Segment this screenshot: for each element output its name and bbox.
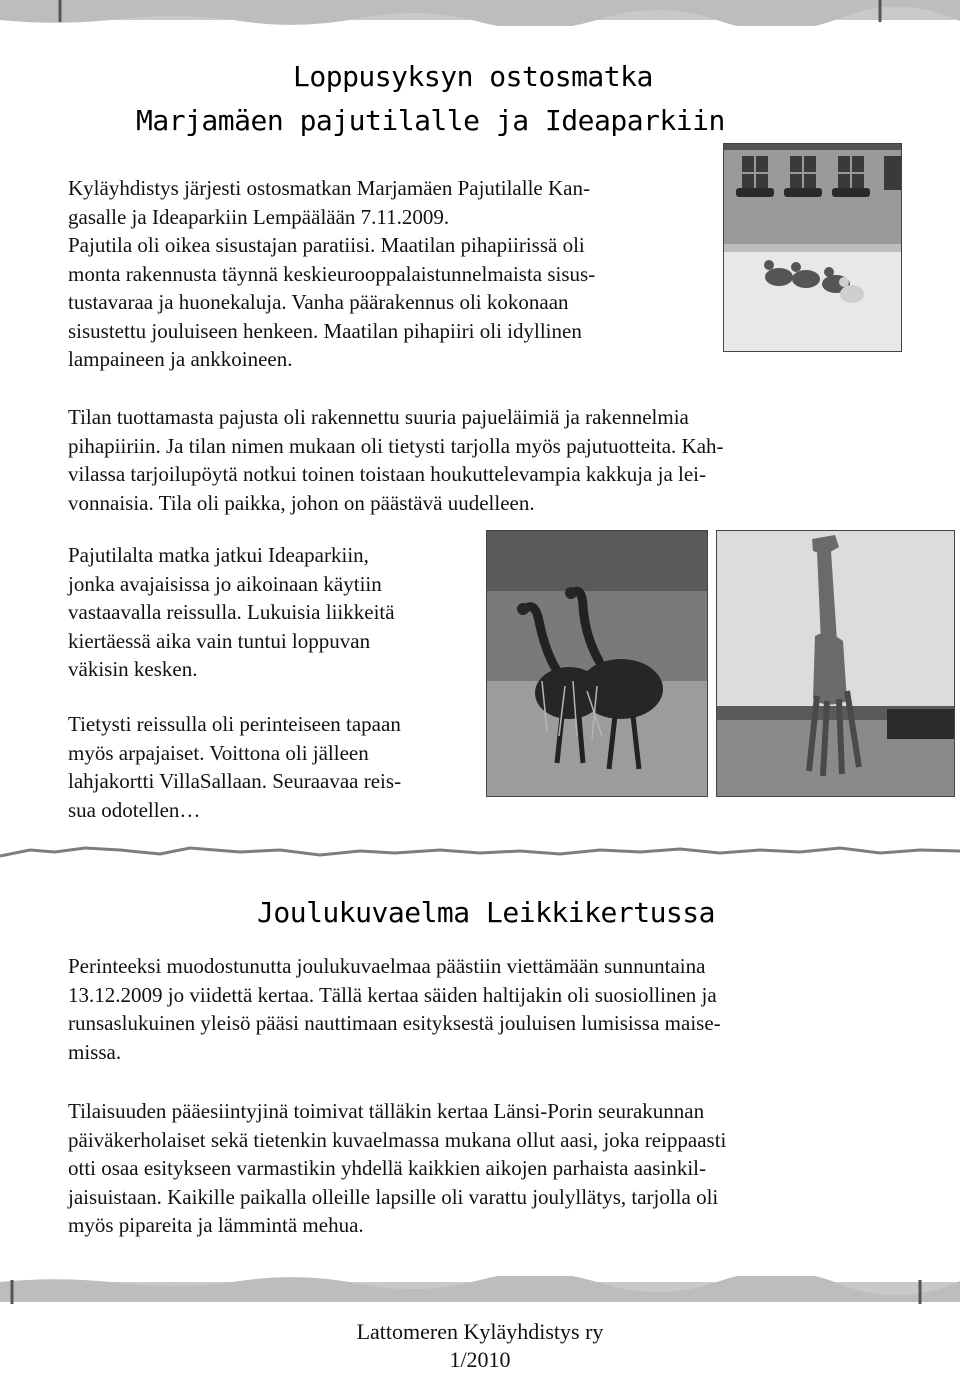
text-line: vilassa tarjoilupöytä notkui toinen toistaan houkuttelevampia kakkuja ja lei- [68, 462, 707, 486]
text-line: 13.12.2009 jo viidettä kertaa. Tällä kertaa säiden haltijakin oli suosiollinen ja [68, 982, 717, 1007]
text-line: Kyläyhdistys järjesti ostosmatkan Marjamäen Pajutilalle Kan- [68, 176, 590, 200]
text-line: Perinteeksi muodostunutta joulukuvaelmaa päästiin viettämään sunnuntaina [68, 954, 706, 978]
article1-paragraph-4 [68, 710, 401, 824]
text-line: pihapiiriin. Ja tilan nimen mukaan oli tietysti tarjolla myös pajutuotteita. Kah- [68, 433, 724, 458]
text-line: missa. [68, 1039, 122, 1064]
bottom-border [0, 1276, 960, 1306]
text-line: sua odotellen… [68, 797, 201, 822]
article1-paragraph-2 [68, 403, 724, 517]
article1-title-line1: Loppusyksyn ostosmatka [293, 60, 653, 93]
text-line: myös pipareita ja lämmintä mehua. [68, 1213, 364, 1237]
text-line: jonka avajaisissa jo aikoinaan käytiin [68, 571, 382, 596]
text-line: otti osaa esitykseen varmastikin yhdellä kaikkien aikojen parhaista aasinkil- [68, 1156, 706, 1180]
text-line: Tilaisuuden pääesiintyjinä toimivat tälläkin kertaa Länsi-Porin seurakunnan [68, 1099, 705, 1123]
text-line: Pajutila oli oikea sisustajan paratiisi. Maatilan pihapiirissä oli [68, 233, 585, 257]
text-line: jaisuistaan. Kaikille paikalla olleille lapsille oli varattu joulyllätys, tarjolla oli [68, 1184, 719, 1209]
text-line: väkisin kesken. [68, 657, 198, 681]
text-line: tustavaraa ja huonekaluja. Vanha päärakennus oli kokonaan [68, 290, 569, 314]
text-line: lahjakortti VillaSallaan. Seuraavaa reis- [68, 769, 402, 793]
text-line: runsaslukuinen yleisö pääsi nauttimaan esityksestä jouluisen lumisissa maise- [68, 1011, 721, 1035]
text-line: myös arpajaiset. Voittona oli jälleen [68, 740, 369, 765]
text-line: kiertäessä aika vain tuntui loppuvan [68, 628, 371, 653]
footer-organization: Lattomeren Kyläyhdistys ry [356, 1319, 604, 1344]
wavy-divider [0, 838, 960, 868]
text-line: Tilan tuottamasta pajusta oli rakennettu suuria pajueläimiä ja rakennelmia [68, 405, 689, 429]
willow-emus-photo [486, 530, 708, 797]
text-line: Tietysti reissulla oli perinteiseen tapaan [68, 712, 401, 736]
article2-title: Joulukuvaelma Leikkikertussa [257, 896, 716, 929]
text-line: Pajutilalta matka jatkui Ideaparkiin, [68, 543, 369, 567]
article1-paragraph-3 [68, 541, 395, 684]
willow-giraffe-photo [716, 530, 955, 797]
footer-issue: 1/2010 [449, 1347, 511, 1372]
article2-paragraph-2 [68, 1097, 726, 1240]
text-line: vastaavalla reissulla. Lukuisia liikkeitä [68, 600, 395, 624]
text-line: päiväkerholaiset sekä tietenkin kuvaelmassa mukana ollut aasi, joka reippaasti [68, 1127, 727, 1152]
text-line: sisustettu jouluiseen henkeen. Maatilan pihapiiri oli idyllinen [68, 318, 582, 343]
text-line: monta rakennusta täynnä keskieurooppalaistunnelmaista sisus- [68, 261, 596, 286]
article1-title-line2: Marjamäen pajutilalle ja Ideaparkiin [136, 104, 725, 137]
text-line: lampaineen ja ankkoineen. [68, 347, 293, 371]
article2-paragraph-1 [68, 952, 721, 1066]
text-line: gasalle ja Ideaparkiin Lempäälään 7.11.2009. [68, 204, 450, 229]
text-line: vonnaisia. Tila oli paikka, johon on päästävä uudelleen. [68, 490, 535, 515]
ducks-photo [723, 143, 902, 352]
article1-paragraph-1 [68, 174, 595, 374]
top-border [0, 0, 960, 26]
